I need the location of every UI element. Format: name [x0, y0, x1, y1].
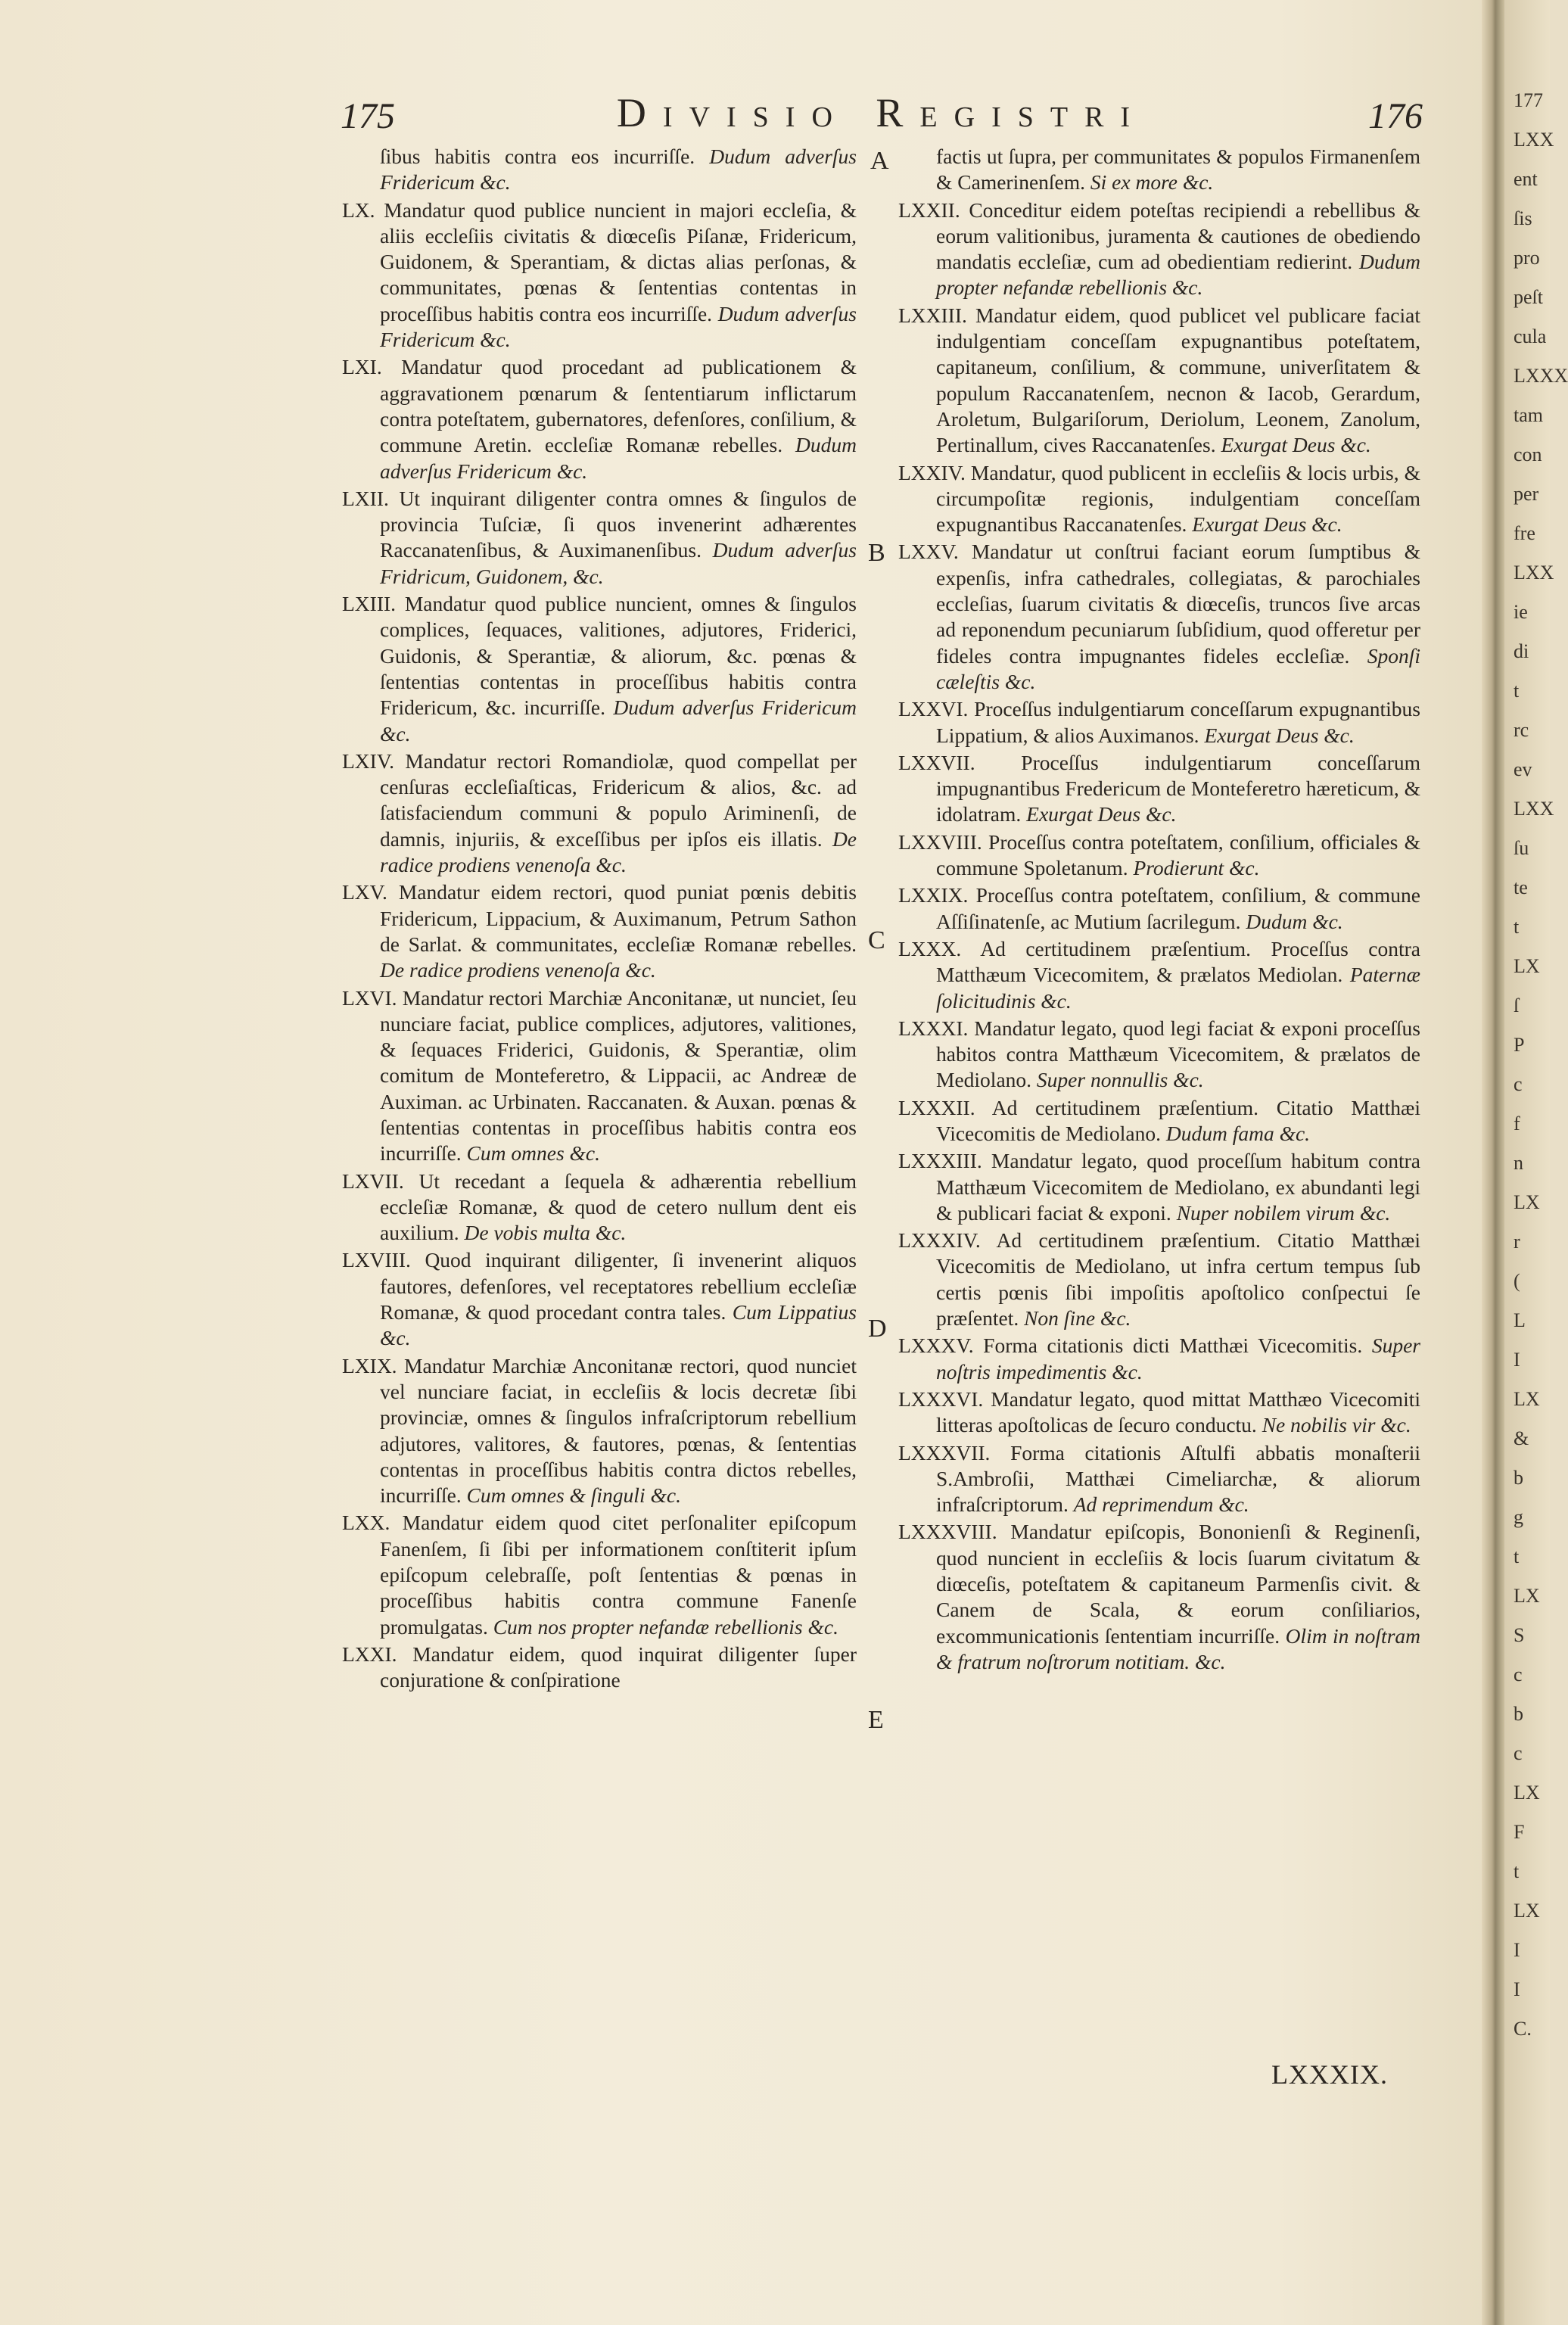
entry-number: LXII. [342, 486, 389, 510]
entry-text: Mandatur rectori Marchiæ Anconitanæ, ut nunciet, ſeu nunciare faciat, publice complices, adjutores, valitiones, & ſequaces Friderici, Guidonis, & Sperantiæ, olim comitum de Monteferetro, & Lippacii, ac Andreæ de Auximan. ac Urbinaten. Raccanaten. & Auxan. pœnas & ſententias contentas in proceſſibus habitis contra eos incurriſſe. [380, 985, 857, 1166]
right-column-entry [898, 303, 1420, 459]
entry-number: LXXXVII. [898, 1440, 991, 1464]
entry-incipit: Dudum propter nefandæ rebellionis &c. [936, 250, 1420, 300]
next-page-fragment: LXXX [1514, 365, 1568, 387]
next-page-fragment: & [1514, 1427, 1529, 1449]
next-page-fragment: n [1514, 1152, 1523, 1174]
next-page-fragment: LX [1514, 955, 1540, 977]
entry-text: Proceſſus indulgentiarum conceſſarum expugnantibus Lippatium, & alios Auximanos. [936, 697, 1420, 747]
entry-incipit: Exurgat Deus &c. [1204, 723, 1355, 747]
entry-number: LXXV. [898, 540, 959, 564]
entry-number: LXVII. [342, 1169, 404, 1193]
entry-number: LXXIV. [898, 460, 966, 484]
right-column-entry [898, 1440, 1420, 1518]
next-page-fragment: tam [1514, 404, 1543, 426]
entry-text: Mandatur epiſcopis, Bononienſi & Reginenſi, quod nuncient in eccleſiis & locis ſuarum civitatum & diœceſis, poteſtatem & capitaneum Parmenſis civit. & Canem de Scala, & eorum conſiliarios, excommunicationis ſententiam incurriſſe. [936, 1520, 1421, 1648]
entry-incipit: Super nonnullis &c. [1036, 1068, 1204, 1092]
entry-text: Mandatur quod publice nuncient in majori eccleſia, & aliis eccleſiis civitatis & diœceſis Piſanæ, Fridericum, Guidonem, & Sperantiam, & dictas alias perſonas, & communitates, pœnas & ſententias contentas in proceſſibus habitis contra eos incurriſſe. [380, 198, 857, 325]
next-page-fragment: LX [1514, 1585, 1540, 1607]
entry-incipit: Nuper nobilem virum &c. [1176, 1200, 1391, 1225]
entry-incipit: De radice prodiens venenoſa &c. [380, 958, 656, 982]
next-page-fragment: ſis [1514, 207, 1532, 229]
entry-number: LXXXVI. [898, 1387, 984, 1411]
entry-incipit: Si ex more &c. [1090, 170, 1214, 195]
margin-letter-e: E [868, 1706, 884, 1734]
entry-text: Forma citationis Aſtulfi abbatis monaſterii S.Ambroſii, Matthæi Cimeliarchæ, & aliorum infraſcriptorum. [936, 1440, 1421, 1517]
entry-text: Mandatur quod publice nuncient, omnes & ſingulos complices, ſequaces, valitiones, adjutores, Friderici, Guidonis, & Sperantiæ, & aliorum, &c. pœnas & ſententias contentas in proceſſibus habitis contra Fridericum, &c. incurriſſe. [380, 592, 857, 720]
entry-text: Mandatur Marchiæ Anconitanæ rectori, quod nunciet vel nunciare faciat, in eccleſiis & locis decretæ ſibi provinciæ, omnes & ſingulos infraſcriptorum rebellium adjutores, valitores, & fautores, pœnas, & ſententias contentas in proceſſibus habitis contra dictos rebelles, incurriſſe. [380, 1353, 857, 1508]
page-number-right: 176 [1368, 96, 1423, 136]
next-page-fragment: te [1514, 876, 1528, 898]
entry-number: LXXI. [342, 1642, 397, 1666]
left-column-entry [342, 144, 857, 196]
book-gutter [1482, 0, 1504, 2325]
right-column-entry [898, 1148, 1420, 1226]
next-page-fragment: rc [1514, 719, 1529, 741]
margin-letter-b: B [868, 539, 885, 567]
running-title: Divisio Registri [616, 90, 1147, 135]
next-page-fragment: c [1514, 1073, 1523, 1095]
entry-number: LXXVI. [898, 697, 969, 721]
entry-number: LXIV. [342, 749, 395, 773]
next-page-fragment: LXX [1514, 798, 1554, 820]
entry-incipit: Exurgat Deus &c. [1192, 512, 1342, 537]
entry-incipit: Paternæ ſolicitudinis &c. [936, 963, 1421, 1013]
next-page-fragment: c [1514, 1664, 1523, 1685]
next-page-fragment: c [1514, 1742, 1523, 1764]
entry-text: Mandatur eidem, quod inquirat diligenter ſuper conjuratione & conſpiratione [380, 1642, 857, 1692]
entry-number: LXX. [342, 1511, 390, 1535]
next-page-fragment: I [1514, 1939, 1520, 1961]
right-column-entry [898, 460, 1420, 538]
left-column-entry [342, 879, 857, 983]
entry-text: Mandatur eidem rectori, quod puniat pœnis debitis Fridericum, Lippacium, & Auximanum, Petrum Sathon de Sarlat. & communitates, eccleſiæ Romanæ rebelles. [380, 880, 857, 956]
next-page-fragment: P [1514, 1034, 1525, 1056]
next-page-fragment: t [1514, 916, 1520, 938]
right-column-entry [898, 882, 1420, 935]
entry-number: LXXXII. [898, 1095, 975, 1119]
next-page-fragment: di [1514, 640, 1529, 662]
next-page-fragment: b [1514, 1467, 1523, 1489]
next-page-fragment: L [1514, 1309, 1526, 1331]
entry-incipit: Exurgat Deus &c. [1221, 433, 1371, 457]
entry-text: Mandatur quod procedant ad publicationem & aggravationem pœnarum & ſententiarum inflictarum contra poteſtatem, gubernatores, defenſores, conſilium, & commune Aretin. eccleſiæ Romanæ rebelles. [380, 355, 857, 457]
catchword: LXXXIX. [1271, 2059, 1388, 2090]
right-column-entry [898, 750, 1420, 828]
next-page-fragment: per [1514, 483, 1539, 505]
entry-number: LXXVII. [898, 750, 975, 774]
next-page-fragment: t [1514, 1860, 1520, 1882]
entry-text: Ut inquirant diligenter contra omnes & ſingulos de provincia Tuſciæ, ſi quos invenerint adhærentes Raccanatenſibus, & Auximanenſibus. [380, 486, 857, 562]
left-column [342, 144, 857, 1695]
entry-number: LXXVIII. [898, 829, 982, 854]
right-column-entry [898, 1228, 1420, 1331]
next-page-fragment: ev [1514, 758, 1532, 780]
entry-text: Ut recedant a ſequela & adhærentia rebellium eccleſiæ Romanæ, & quod de cetero nullum dent eis auxilium. [380, 1169, 857, 1245]
entry-incipit: Dudum &c. [1246, 909, 1343, 933]
entry-incipit: Sponſi cæleſtis &c. [936, 643, 1421, 693]
next-page-fragment: fre [1514, 522, 1535, 544]
entry-text: Ad certitudinem præſentium. Citatio Matthæi Vicecomitis de Mediolano, ut infra certum tempus ſub certis pœnis ſibi impoſitis apoſtolico conſpectui ſe præſentet. [936, 1228, 1421, 1331]
entry-number: LXI. [342, 355, 382, 379]
right-column-entry [898, 198, 1420, 301]
entry-number: LXVI. [342, 985, 397, 1010]
next-page-fragment: I [1514, 1349, 1520, 1371]
entry-text: Conceditur eidem poteſtas recipiendi a rebellibus & eorum valitionibus, juramenta & cautiones de obediendo mandatis eccleſiæ, cum ad obedientiam redierint. [936, 198, 1420, 274]
running-header [341, 89, 1423, 135]
next-page-fragment: g [1514, 1506, 1523, 1528]
next-page-fragment: LX [1514, 1782, 1540, 1804]
entry-incipit: Olim in noſtram & fratrum noſtrorum notitiam. &c. [936, 1623, 1421, 1673]
entry-number: LXXXVIII. [898, 1520, 997, 1544]
next-page-fragment: 177 [1514, 89, 1543, 111]
next-page-fragment: LXX [1514, 129, 1554, 151]
margin-letter-c: C [868, 926, 885, 954]
next-page-fragment: LX [1514, 1191, 1540, 1213]
entry-incipit: Dudum adverſus Fridericum &c. [380, 301, 857, 352]
entry-incipit: Cum nos propter nefandæ rebellionis &c. [493, 1614, 838, 1639]
right-column-entry [898, 1016, 1420, 1094]
next-page-fragment: ſu [1514, 837, 1529, 859]
right-column-entry [898, 1387, 1420, 1439]
entry-number: LXXIX. [898, 883, 969, 907]
left-column-entry [342, 1353, 857, 1509]
left-column-entry [342, 749, 857, 878]
left-column-entry [342, 1642, 857, 1694]
entry-number: LXXX. [898, 936, 962, 960]
next-page-fragment: LX [1514, 1388, 1540, 1410]
next-page-fragment: C. [1514, 2018, 1532, 2040]
left-column-entry [342, 1510, 857, 1639]
right-column-entry [898, 1095, 1420, 1147]
right-column-entry [898, 539, 1420, 695]
next-page-fragment: t [1514, 680, 1520, 702]
entry-number: LXXXIV. [898, 1228, 981, 1253]
entry-text: Quod inquirant diligenter, ſi invenerint aliquos fautores, defenſores, vel receptatores rebellium eccleſiæ Romanæ, & quod procedant contra tales. [380, 1248, 857, 1324]
entry-text: Mandatur legato, quod mittat Matthæo Vicecomiti litteras apoſtolicas de ſecuro conductu. [936, 1387, 1421, 1437]
entry-incipit: Non ſine &c. [1024, 1306, 1131, 1331]
entry-incipit: De vobis multa &c. [464, 1221, 627, 1245]
entry-incipit: De radice prodiens venenoſa &c. [380, 826, 857, 877]
entry-number: LXXXI. [898, 1016, 969, 1040]
entry-number: LXIII. [342, 592, 397, 616]
entry-incipit: Dudum adverſus Fridricum, Guidonem, &c. [380, 538, 857, 588]
margin-letter-a: A [870, 147, 889, 175]
left-column-entry [342, 354, 857, 484]
entry-number: LXV. [342, 880, 387, 904]
entry-number: LXXXV. [898, 1334, 974, 1358]
next-page-fragment: I [1514, 1978, 1520, 2000]
entry-incipit: Dudum fama &c. [1165, 1121, 1311, 1145]
entry-incipit: Exurgat Deus &c. [1026, 802, 1177, 826]
next-page-fragment: con [1514, 444, 1542, 465]
entry-incipit: Dudum adverſus Fridericum &c. [380, 145, 857, 195]
entry-incipit: Ad reprimendum &c. [1073, 1492, 1249, 1517]
entry-text: Mandatur, quod publicent in eccleſiis & locis urbis, & circumpoſitæ regionis, indulgentiam conceſſam expugnantibus Raccanatenſes. [936, 460, 1421, 537]
right-column-entry [898, 144, 1420, 196]
entry-text: ſibus habitis contra eos incurriſſe. [380, 145, 695, 168]
entry-text: Mandatur legato, quod proceſſum habitum contra Matthæum Vicecomitem de Mediolano, ex abundanti legi & publicari faciat & exponi. [936, 1149, 1421, 1225]
entry-text: Proceſſus contra poteſtatem, conſilium, & commune Aſſiſinatenſe, ac Mutium ſacrilegum. [936, 883, 1420, 933]
next-page-fragment: F [1514, 1821, 1525, 1843]
next-page-fragment: LX [1514, 1900, 1540, 1922]
next-page-fragment: r [1514, 1231, 1520, 1253]
right-column-entry [898, 829, 1420, 882]
right-column-entry [898, 936, 1420, 1014]
left-column-entry [342, 591, 857, 747]
entry-incipit: Cum omnes &c. [466, 1141, 600, 1166]
entry-number: LXXXIII. [898, 1149, 982, 1173]
next-page-fragment: LXX [1514, 562, 1554, 584]
right-column-entry [898, 696, 1420, 749]
next-page-fragment: peſt [1514, 286, 1543, 308]
entry-incipit: Dudum adverſus Fridericum &c. [380, 433, 857, 483]
next-page-fragment: ie [1514, 601, 1528, 623]
entry-incipit: Dudum adverſus Fridericum &c. [380, 696, 857, 745]
entry-text: Proceſſus contra poteſtatem, conſilium, officiales & commune Spoletanum. [936, 829, 1420, 880]
page-number-left: 175 [341, 96, 395, 136]
entry-number: LXXII. [898, 198, 960, 222]
entry-incipit: Super noſtris impedimentis &c. [936, 1334, 1420, 1383]
entry-text: factis ut ſupra, per communitates & populos Firmanenſem & Camerinenſem. [936, 145, 1420, 195]
next-page-fragment: t [1514, 1545, 1520, 1567]
right-column [898, 144, 1420, 1676]
entry-number: LXVIII. [342, 1248, 411, 1272]
next-page-fragment: ent [1514, 168, 1538, 190]
next-page-edge [1504, 0, 1568, 2325]
next-page-fragment: cula [1514, 325, 1547, 347]
entry-text: Ad certitudinem præſentium. Proceſſus contra Matthæum Vicecomitem, & prælatos Mediolan. [936, 936, 1420, 987]
left-column-entry [342, 486, 857, 590]
next-page-fragment: pro [1514, 247, 1540, 269]
entry-number: LXXIII. [898, 303, 967, 327]
entry-text: Mandatur ut conſtrui faciant eorum ſumptibus & expenſis, infra cathedrales, collegiatas, & parochiales eccleſias, ſuarum civitatis & diœceſis, truncos ſive arcas ad reponendum pecuniarum ſubſidium, quod offeretur per fideles contra impugnantes fideles eccleſiæ. [936, 540, 1420, 668]
next-page-fragment: ſ [1514, 994, 1520, 1016]
left-column-entry [342, 1169, 857, 1247]
next-page-fragment: ( [1514, 1270, 1520, 1292]
entry-text: Proceſſus indulgentiarum conceſſarum impugnantibus Fredericum de Monteferetro hæreticum, & idolatram. [936, 750, 1420, 826]
next-page-fragment: S [1514, 1624, 1525, 1646]
entry-incipit: Prodierunt &c. [1133, 856, 1260, 880]
entry-text: Forma citationis dicti Matthæi Vicecomitis. [983, 1334, 1363, 1358]
entry-text: Mandatur legato, quod legi faciat & exponi proceſſus habitos contra Matthæum Vicecomitem, & prælatos de Mediolano. [936, 1016, 1421, 1092]
entry-text: Ad certitudinem præſentium. Citatio Matthæi Vicecomitis de Mediolano. [936, 1095, 1420, 1145]
left-column-entry [342, 198, 857, 353]
right-column-entry [898, 1333, 1420, 1385]
right-column-entry [898, 1519, 1420, 1675]
margin-letter-d: D [868, 1315, 887, 1343]
entry-text: Mandatur eidem quod citet perſonaliter epiſcopum Fanenſem, ſi ſibi per informationem conſtiterit ipſum epiſcopum celebraſſe, poſt ſententias & pœnas in proceſſibus habitis contra commune Fanenſe promulgatas. [380, 1511, 857, 1639]
left-column-entry [342, 1247, 857, 1351]
next-page-fragment: b [1514, 1703, 1523, 1725]
entry-number: LX. [342, 198, 375, 222]
next-page-fragment: f [1514, 1113, 1520, 1134]
entry-text: Mandatur eidem, quod publicet vel publicare faciat indulgentiam conceſſam expugnantibus poteſtatem, capitaneum, conſilium, & commune, univerſitatem & populum Raccanatenſem, necnon & Iacob, Gerardum, Aroletum, Bulgariſorum, Deriolum, Leonem, Zanolum, Pertinallum, cives Raccanatenſes. [936, 303, 1420, 457]
left-column-entry [342, 985, 857, 1167]
entry-incipit: Cum Lippatius &c. [380, 1300, 857, 1350]
entry-incipit: Ne nobilis vir &c. [1262, 1413, 1411, 1437]
entry-number: LXIX. [342, 1353, 397, 1377]
entry-incipit: Cum omnes & ſinguli &c. [466, 1483, 681, 1508]
entry-text: Mandatur rectori Romandiolæ, quod compellat per cenſuras eccleſiaſticas, Fridericum & alios, &c. ad ſatisfaciendum communi & populo Ariminenſi, de damnis, injuriis, & exceſſibus per ipſos eis illatis. [380, 749, 857, 851]
